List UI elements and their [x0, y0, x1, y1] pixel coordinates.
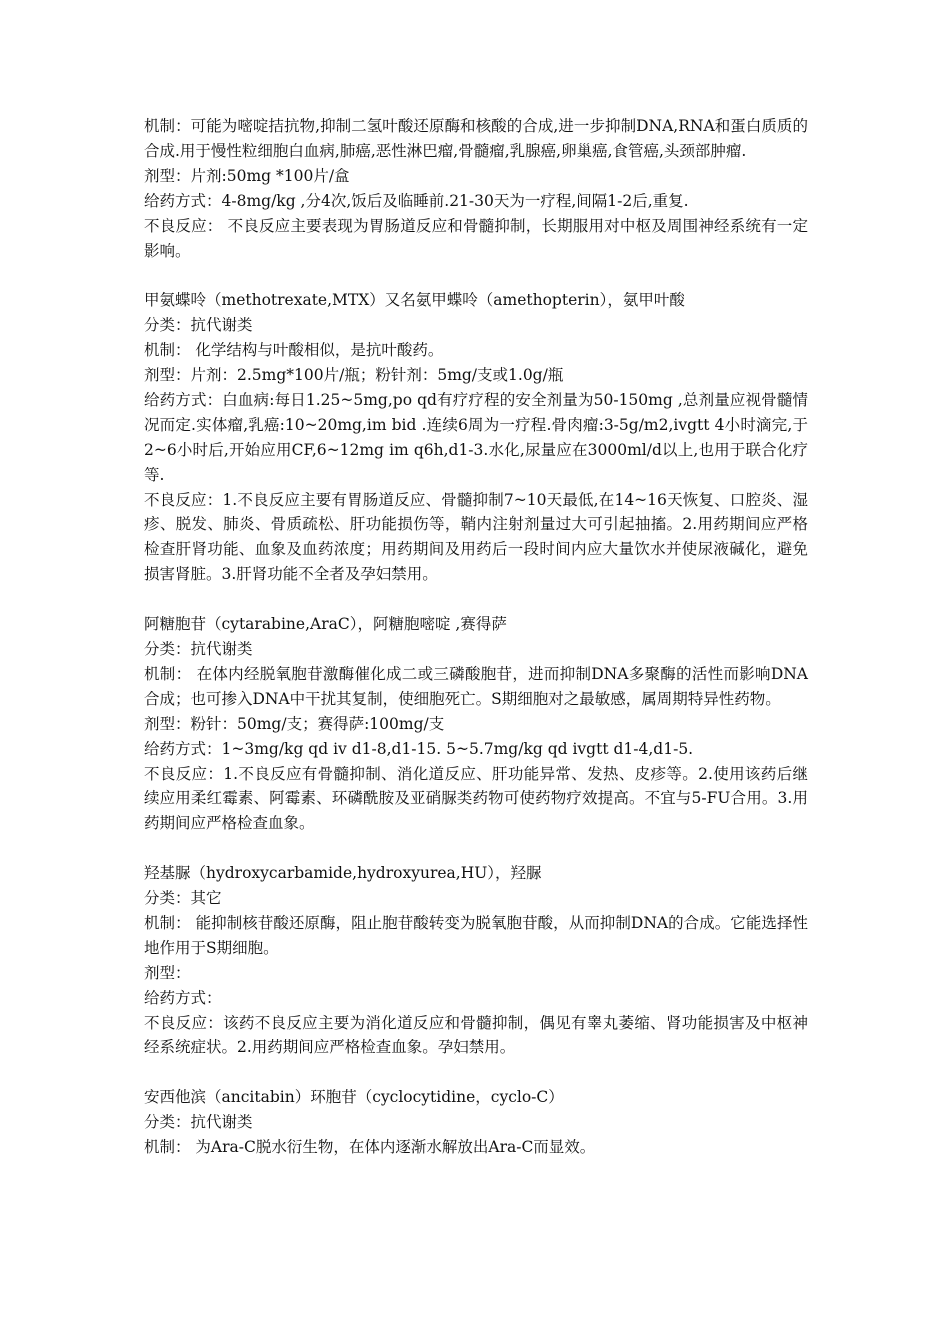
dosage-form-text: 剂型： — [144, 963, 191, 982]
adverse-reactions-text: 不良反应：1.不良反应有骨髓抑制、消化道反应、肝功能异常、发热、皮疹等。2.使用该药后继续应用柔红霉素、阿霉素、环磷酰胺及亚硝脲类药物可使药物疗效提高。不宜与5-FU合用。3.用药期间应严格检查血象。 — [144, 764, 808, 833]
adverse-reactions-text: 不良反应： 不良反应主要表现为胃肠道反应和骨髓抑制，长期服用对中枢及周围神经系统有一定影响。 — [144, 216, 808, 260]
drug-title: 羟基脲（hydroxycarbamide,hydroxyurea,HU），羟脲 — [144, 864, 542, 883]
drug-entry-3 — [144, 612, 808, 836]
dosage-form-text: 剂型：片剂:50mg *100片/盒 — [144, 166, 350, 185]
adverse-reactions-text: 不良反应：1.不良反应主要有胃肠道反应、骨髓抑制7~10天最低,在14~16天恢复、口腔炎、湿疹、脱发、肺炎、骨质疏松、肝功能损伤等，鞘内注射剂量过大可引起抽搐。2.用药期间应严格检查肝肾功能、血象及血药浓度；用药期间及用药后一段时间内应大量饮水并使尿液碱化，避免损害肾脏。3.肝肾功能不全者及孕妇禁用。 — [144, 490, 808, 584]
drug-entry-2 — [144, 288, 808, 587]
drug-entry-5 — [144, 1085, 808, 1160]
category-text: 分类：其它 — [144, 889, 222, 908]
category-text: 分类：抗代谢类 — [144, 1113, 253, 1132]
drug-title: 安西他滨（ancitabin）环胞苷（cyclocytidine，cyclo-C） — [144, 1088, 564, 1107]
drug-title: 阿糖胞苷（cytarabine,AraC），阿糖胞嘧啶 ,赛得萨 — [144, 615, 507, 634]
adverse-reactions-text: 不良反应：该药不良反应主要为消化道反应和骨髓抑制，偶见有睾丸萎缩、肾功能损害及中枢神经系统症状。2.用药期间应严格检查血象。孕妇禁用。 — [144, 1013, 808, 1057]
mechanism-text: 机制：可能为嘧啶拮抗物,抑制二氢叶酸还原酶和核酸的合成,进一步抑制DNA,RNA和蛋白质质的合成.用于慢性粒细胞白血病,肺癌,恶性淋巴瘤,骨髓瘤,乳腺癌,卵巢癌,食管癌,头颈部肿瘤. — [144, 117, 808, 160]
mechanism-text: 机制： 为Ara-C脱水衍生物，在体内逐渐水解放出Ara-C而显效。 — [144, 1138, 596, 1157]
mechanism-text: 机制： 在体内经脱氧胞苷激酶催化成二或三磷酸胞苷，进而抑制DNA多聚酶的活性而影响DNA合成；也可掺入DNA中干扰其复制，使细胞死亡。S期细胞对之最敏感，属周期特异性药物。 — [144, 664, 808, 708]
drug-title: 甲氨蝶呤（methotrexate,MTX）又名氨甲蝶呤（amethopterin），氨甲叶酸 — [144, 291, 685, 310]
document-body — [144, 114, 808, 1185]
administration-text: 给药方式：白血病:每日1.25~5mg,po qd有疗疗程的安全剂量为50-150mg ,总剂量应视骨髓情况而定.实体瘤,乳癌:10~20mg,im bid .连续6周为一疗程.骨肉瘤:3-5g/m2,ivgtt 4小时滴完,于2~6小时后,开始应用CF,6~12mg im q6h,d1-3.水化,尿量应在3000ml/d以上,也用于联合化疗等. — [144, 390, 808, 484]
category-text: 分类：抗代谢类 — [144, 316, 253, 335]
administration-text: 给药方式：4-8mg/kg ,分4次,饭后及临睡前.21-30天为一疗程,间隔1-2后,重复. — [144, 191, 689, 210]
administration-text: 给药方式：1~3mg/kg qd iv d1-8,d1-15. 5~5.7mg/kg qd ivgtt d1-4,d1-5. — [144, 739, 694, 758]
mechanism-text: 机制： 化学结构与叶酸相似，是抗叶酸药。 — [144, 341, 444, 360]
dosage-form-text: 剂型：片剂：2.5mg*100片/瓶；粉针剂：5mg/支或1.0g/瓶 — [144, 366, 564, 385]
drug-entry-4 — [144, 861, 808, 1060]
category-text: 分类：抗代谢类 — [144, 640, 253, 658]
drug-entry-1 — [144, 114, 808, 263]
administration-text: 给药方式： — [144, 988, 222, 1007]
dosage-form-text: 剂型：粉针：50mg/支；赛得萨:100mg/支 — [144, 714, 445, 733]
mechanism-text: 机制： 能抑制核苷酸还原酶，阻止胞苷酸转变为脱氧胞苷酸，从而抑制DNA的合成。它能选择性地作用于S期细胞。 — [144, 913, 808, 957]
